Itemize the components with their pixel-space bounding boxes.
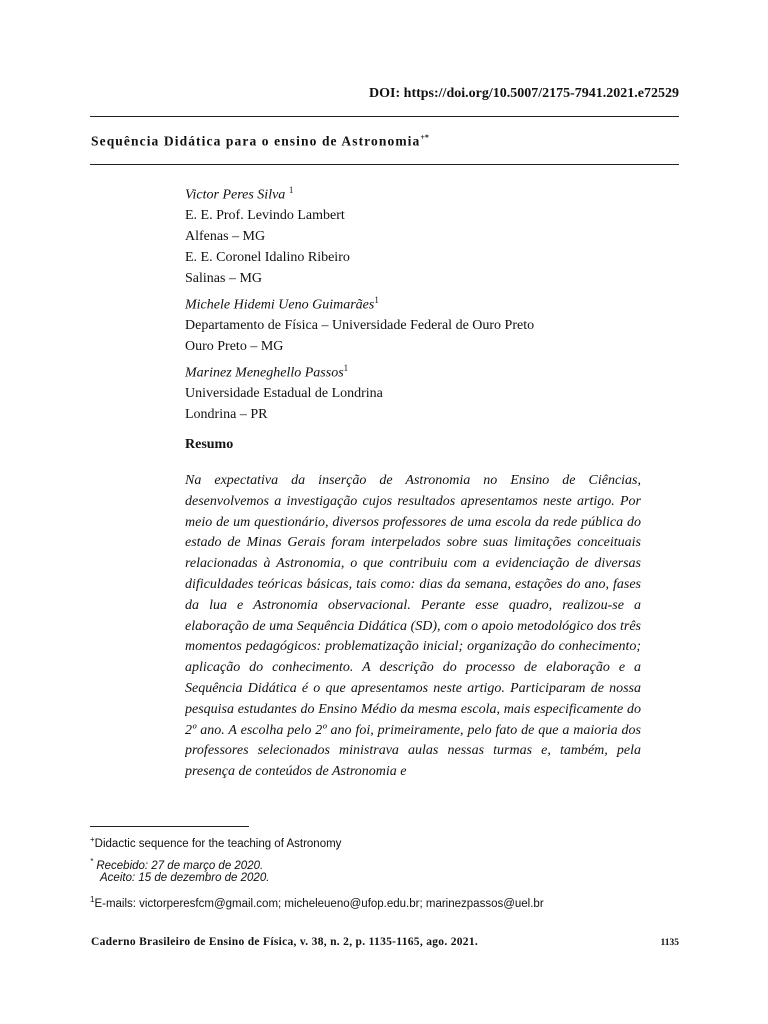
header-top-rule [90, 116, 679, 117]
author-affiliation: E. E. Prof. Levindo Lambert [185, 208, 345, 224]
footnote-translation: +Didactic sequence for the teaching of Astronomy [90, 835, 342, 850]
author-location: Ouro Preto – MG [185, 338, 284, 354]
abstract-body: Na expectativa da inserção de Astronomia no Ensino de Ciências, desenvolvemos a investigação cujos resultados apresentamos neste artigo. Por meio de um questionário, diversos professores de uma escola da rede pública do estado de Minas Gerais foram interpelados sobre suas limitações conceituais relacionadas à Astronomia, o que contribuiu com a evidenciação de diversas dificuldades teóricas básicas, tais como: dias da semana, estações do ano, fases da lua e Astronomia observacional. Perante esse quadro, realizou-se a elaboração de uma Sequência Didática (SD), com o apoio metodológico dos três momentos pedagógicos: problematização inicial; organização do conhecimento; aplicação do conhecimento. A descrição do processo de elaboração e a Sequência Didática é o que apresentamos neste artigo. Participaram de nossa pesquisa estudantes do Ensino Médio da mesma escola, mais especificamente do 2º ano. A escolha pelo 2º ano foi, primeiramente, pelo fato de que a maioria dos professores selecionados ministrava aulas nessas turmas e, também, pela presença de conteúdos de Astronomia e [185, 473, 641, 780]
article-title [91, 133, 429, 150]
doi-link[interactable]: DOI: https://doi.org/10.5007/2175-7941.2021.e72529 [369, 86, 679, 101]
author-name: Michele Hidemi Ueno Guimarães$^1$ [185, 294, 379, 313]
abstract-heading: Resumo [185, 437, 234, 452]
footnote-dates: * Recebido: 27 de março de 2020. Aceito: 15 de dezembro de 2020. [90, 857, 270, 884]
title-footnote-marks: +* [420, 133, 429, 142]
journal-citation: Caderno Brasileiro de Ensino de Física, v. 38, n. 2, p. 1135-1165, ago. 2021. [91, 936, 479, 948]
footnote-emails: $^1$E-mails: victorperesfcm@gmail.com; micheleueno@ufop.edu.br; marinezpassos@uel.br [90, 895, 544, 910]
footnote-separator [90, 826, 249, 827]
article-title-text: Sequência Didática para o ensino de Astronomia [91, 133, 421, 149]
received-date: Recebido: 27 de março de 2020. [96, 859, 264, 872]
author-block [185, 180, 534, 426]
author-name: Victor Peres Silva $^1$ [185, 185, 294, 203]
accepted-date: Aceito: 15 de dezembro de 2020. [100, 871, 270, 884]
author-name: Marinez Meneghello Passos$^1$ [185, 362, 349, 381]
author-affiliation: Departamento de Física – Universidade Federal de Ouro Preto [185, 318, 535, 334]
page-number: 1135 [660, 938, 679, 948]
author-location: Alfenas – MG [185, 229, 266, 245]
header-bottom-rule [90, 164, 679, 165]
author-affiliation: E. E. Coronel Idalino Ribeiro [185, 250, 350, 266]
author-affiliation: Universidade Estadual de Londrina [185, 386, 383, 402]
author-location: Londrina – PR [185, 406, 268, 422]
author-location: Salinas – MG [185, 270, 262, 286]
